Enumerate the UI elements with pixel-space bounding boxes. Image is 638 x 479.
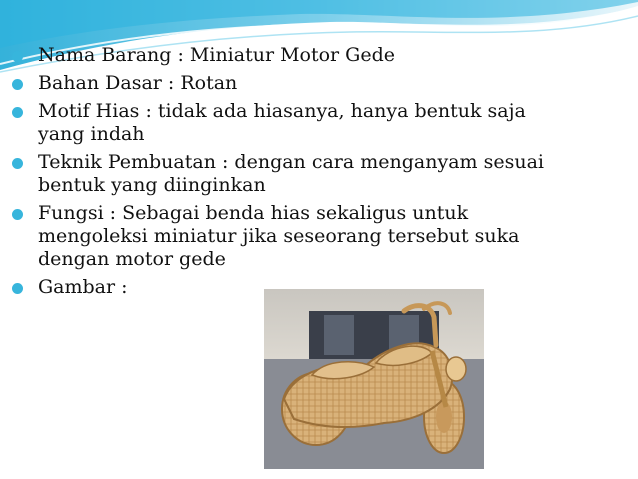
bullet-dot-icon	[12, 283, 23, 294]
bullet-text-line: Motif Hias : tidak ada hiasanya, hanya bentuk saja	[38, 100, 526, 122]
bullet-dot-icon	[12, 79, 23, 90]
bullet-motif-hias	[8, 100, 608, 146]
bullet-text-line: dengan motor gede	[38, 248, 226, 270]
bullet-text-line: Teknik Pembuatan : dengan cara menganyam sesuai	[38, 151, 544, 173]
bullet-text-line: Bahan Dasar : Rotan	[38, 72, 238, 94]
bullet-text-line: Gambar :	[38, 276, 128, 298]
bullet-teknik-pembuatan	[8, 151, 608, 197]
bullet-nama-barang	[8, 44, 608, 67]
bullet-text-line: yang indah	[38, 123, 145, 145]
bullet-dot-icon	[12, 158, 23, 169]
rattan-motorcycle-photo	[264, 289, 484, 469]
bullet-dot-icon	[12, 51, 23, 62]
bullet-text-line: Fungsi : Sebagai benda hias sekaligus untuk	[38, 202, 469, 224]
bullet-text-line: mengoleksi miniatur jika seseorang tersebut suka	[38, 225, 520, 247]
bullet-dot-icon	[12, 209, 23, 220]
bullet-text-line: Nama Barang : Miniatur Motor Gede	[38, 44, 396, 66]
bullet-bahan-dasar	[8, 72, 608, 95]
bullet-list	[8, 44, 608, 304]
bullet-text-line: bentuk yang diinginkan	[38, 174, 266, 196]
bullet-dot-icon	[12, 107, 23, 118]
bullet-fungsi	[8, 202, 608, 271]
